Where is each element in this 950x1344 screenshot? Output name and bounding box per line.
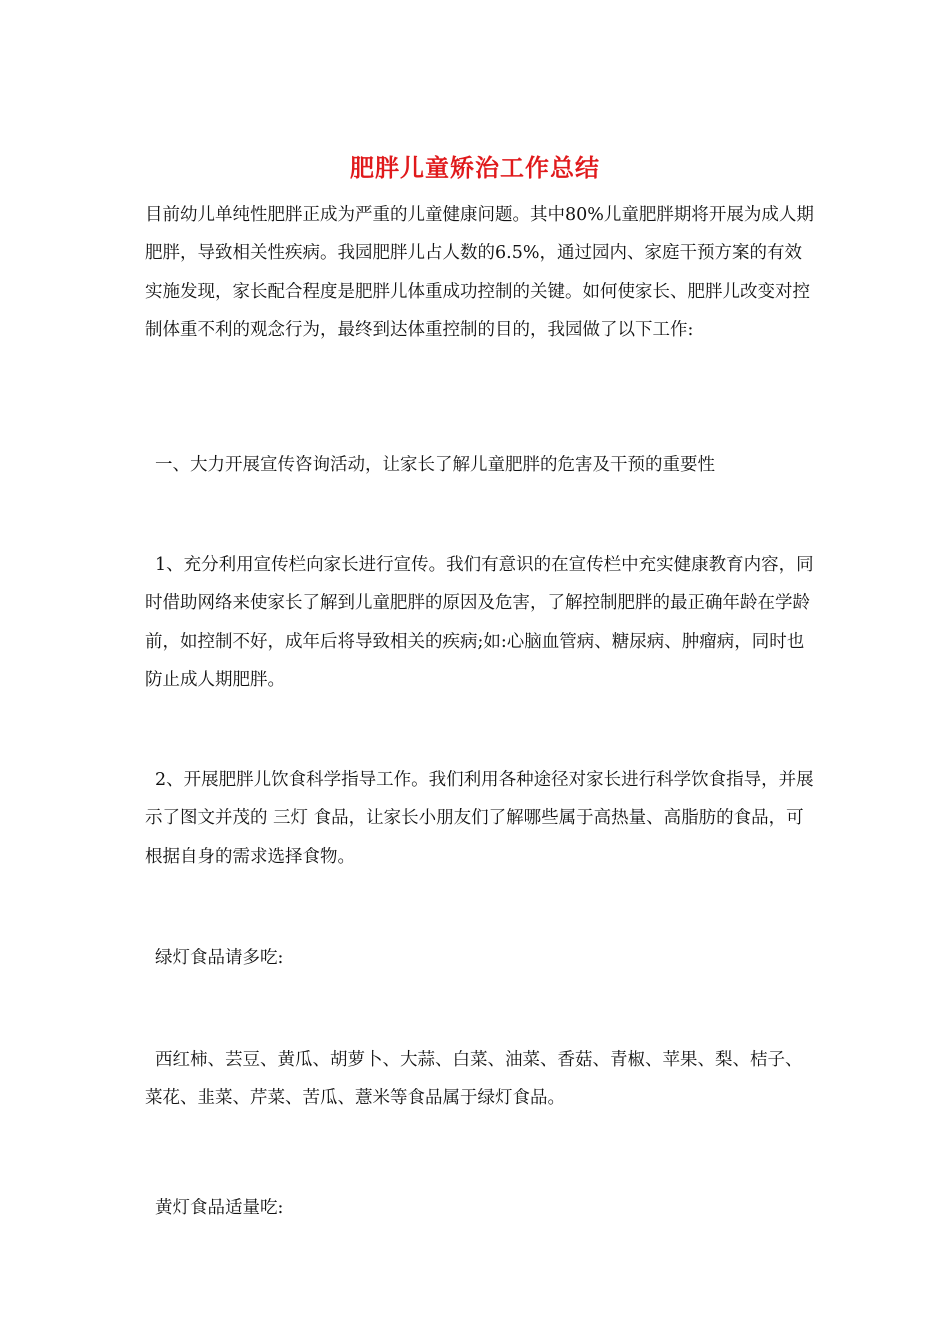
item-paragraph-1: 1、充分利用宣传栏向家长进行宣传。我们有意识的在宣传栏中充实健康教育内容，同时借助网络来使家长了解到儿童肥胖的原因及危害，了解控制肥胖的最正确年龄在学龄前，如控制不好，成年后将导致相关的疾病;如:心脑血管病、糖尿病、肿瘤病，同时也防止成人期肥胖。 [145, 555, 814, 691]
yellow-light-heading: 黄灯食品适量吃: [155, 1198, 284, 1218]
intro-paragraph: 目前幼儿单纯性肥胖正成为严重的儿童健康问题。其中80%儿童肥胖期将开展为成人期肥胖，导致相关性疾病。我园肥胖儿占人数的6.5%，通过园内、家庭干预方案的有效实施发现，家长配合程度是肥胖儿体重成功控制的关键。如何使家长、肥胖儿改变对控制体重不利的观念行为，最终到达体重控制的目的，我园做了以下工作: [145, 205, 814, 341]
section-heading-1: 一、大力开展宣传咨询活动，让家长了解儿童肥胖的危害及干预的重要性 [155, 455, 715, 475]
item-paragraph-2: 2、开展肥胖儿饮食科学指导工作。我们利用各种途径对家长进行科学饮食指导，并展示了图文并茂的 三灯 食品，让家长小朋友们了解哪些属于高热量、高脂肪的食品，可根据自身的需求选择食物。 [145, 770, 814, 867]
green-light-foods: 西红柿、芸豆、黄瓜、胡萝卜、大蒜、白菜、油菜、香菇、青椒、苹果、梨、桔子、菜花、韭菜、芹菜、苦瓜、薏米等食品属于绿灯食品。 [145, 1050, 803, 1109]
green-light-heading: 绿灯食品请多吃: [155, 948, 284, 968]
document-title: 肥胖儿童矫治工作总结 [350, 153, 600, 182]
